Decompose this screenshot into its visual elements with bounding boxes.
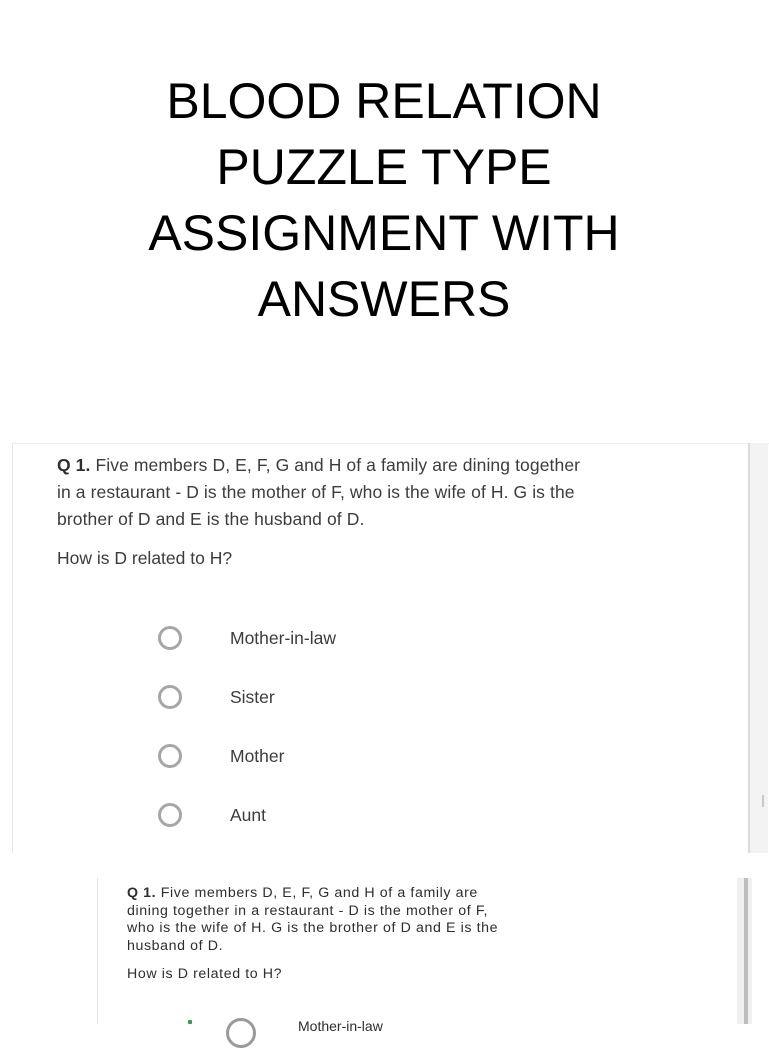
option-mother[interactable]: [158, 744, 458, 774]
radio-button-icon[interactable]: [158, 744, 182, 768]
question-1-line-1-text: Five members D, E, F, G and H of a family are dining together: [90, 455, 581, 475]
card-edge: [748, 443, 768, 853]
question-1-line-3: brother of D and E is the husband of D.: [57, 509, 365, 529]
option-label: Aunt: [230, 805, 266, 825]
option-sister[interactable]: [158, 685, 458, 715]
question-2-line-2: dining together in a restaurant - D is the mother of F,: [127, 902, 489, 919]
radio-button-icon[interactable]: [158, 803, 182, 827]
question-number: Q 1.: [127, 885, 157, 901]
scrollbar-thumb[interactable]: [762, 795, 764, 807]
question-2-ask: How is D related to H?: [127, 966, 283, 982]
question-1-line-1: [57, 452, 717, 479]
card-divider: [744, 878, 748, 1024]
option-peek[interactable]: [180, 1016, 440, 1034]
question-1-ask: How is D related to H?: [57, 548, 233, 568]
question-2-line-4: husband of D.: [127, 937, 224, 954]
title-line-3: ASSIGNMENT WITH: [148, 205, 620, 261]
question-1-line-2: in a restaurant - D is the mother of F, who is the wife of H. G is the: [57, 482, 575, 502]
radio-button-icon[interactable]: [226, 1018, 256, 1048]
option-label: Mother-in-law: [230, 628, 336, 648]
option-label: Mother: [230, 746, 285, 766]
option-label: Mother-in-law: [298, 1018, 383, 1034]
question-number: Q 1.: [57, 455, 91, 475]
question-2-line-3: who is the wife of H. G is the brother of D and E is the: [127, 920, 499, 936]
radio-button-icon[interactable]: [158, 626, 182, 650]
title-line-1: BLOOD RELATION: [166, 73, 602, 129]
radio-button-icon[interactable]: [158, 685, 182, 709]
title-line-2: PUZZLE TYPE: [216, 139, 552, 195]
option-mother-in-law[interactable]: [158, 626, 458, 656]
question-1-text: [57, 452, 717, 533]
check-mark-icon: [188, 1020, 192, 1024]
option-label: Sister: [230, 687, 275, 707]
question-2-text: [127, 885, 727, 955]
page-title: [0, 68, 768, 332]
option-aunt[interactable]: [158, 803, 458, 833]
card-divider: [748, 443, 750, 853]
question-2-line-1-text: Five members D, E, F, G and H of a family are: [156, 885, 478, 901]
question-2-line-1: [127, 885, 727, 903]
title-line-4: ANSWERS: [257, 271, 511, 327]
